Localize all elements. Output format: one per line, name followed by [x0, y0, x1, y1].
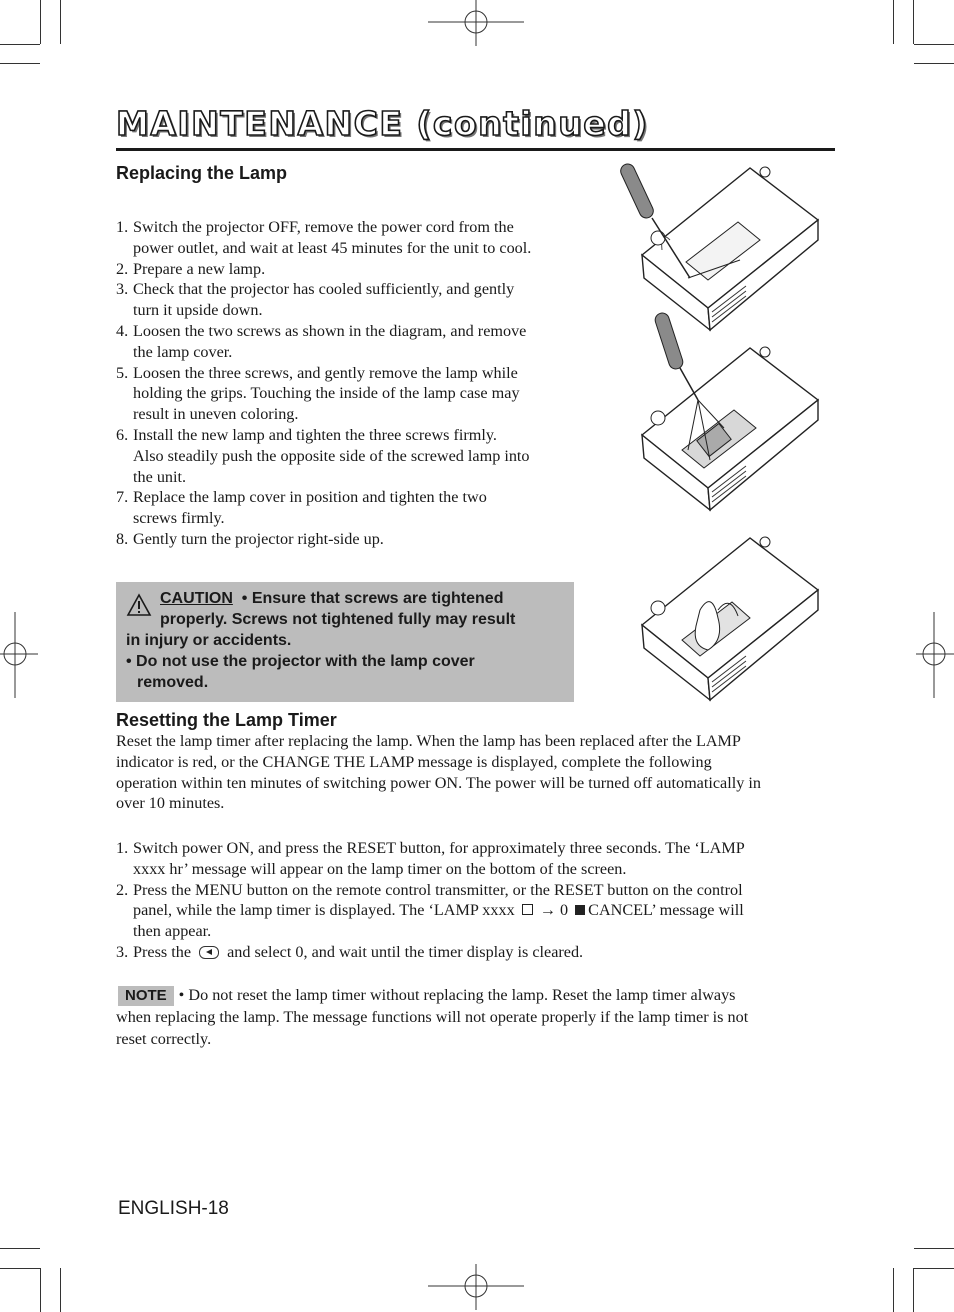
replacing-lamp-heading: Replacing the Lamp [116, 163, 288, 183]
open-square-icon [522, 904, 533, 915]
resetting-intro: Reset the lamp timer after replacing the lamp. When the lamp has been replaced after the LAMP indicator is red, or the CHANGE THE LAMP message is displayed, complete the following operation within ten minutes of switching power ON. The power will be turned off automatically in over 10 minutes. [116, 732, 761, 813]
list-item: 3. Check that the projector has cooled sufficiently, and gently turn it upside down. [116, 280, 515, 320]
resetting-timer-heading: Resetting the Lamp Timer [116, 710, 337, 730]
list-item: 8. Gently turn the projector right-side up. [116, 529, 384, 548]
projector-illustration-lamp-screws [600, 310, 830, 520]
resetting-steps-list [116, 838, 846, 963]
caution-box [116, 582, 574, 702]
list-item: 4. Loosen the two screws as shown in the diagram, and remove the lamp cover. [116, 321, 527, 361]
caution-label: CAUTION [160, 590, 233, 607]
replacing-steps-list [116, 217, 596, 550]
list-item: 1. Switch the projector OFF, remove the power cord from the power outlet, and wait at least 45 minutes for the unit to cool. [116, 218, 532, 257]
list-item: 6. Install the new lamp and tighten the three screws firmly. Also steadily push the opposite side of the screwed lamp into the unit. [116, 425, 530, 486]
list-item: 5. Loosen the three screws, and gently remove the lamp while holding the grips. Touching the inside of the lamp case may result in uneven coloring. [116, 363, 520, 424]
page-title: MAINTENANCE (continued) [116, 104, 649, 143]
list-item: 2. Press the MENU button on the remote control transmitter, or the RESET button on the control panel, while the lamp timer is displayed. The ‘LAMP xxxx → 0 CANCEL’ message will then appear. [116, 880, 744, 941]
registration-mark-right [914, 606, 954, 706]
filled-square-icon [575, 905, 585, 915]
title-rule [116, 148, 835, 151]
note-label: NOTE [118, 986, 174, 1006]
registration-mark-top [428, 0, 528, 48]
projector-illustration-lamp-removed [600, 530, 830, 710]
registration-mark-left [0, 606, 40, 706]
list-item: 7. Replace the lamp cover in position and tighten the two screws firmly. [116, 488, 487, 528]
list-item: 1. Switch power ON, and press the RESET button, for approximately three seconds. The ‘LAMP xxxx hr’ message will appear on the lamp timer on the bottom of the screen. [116, 839, 745, 878]
caution-text: CAUTION • Ensure that screws are tightened properly. Screws not tightened fully may result in injury or accidents. • Do not use the projector with the lamp cover removed. [126, 590, 516, 691]
left-arrow-key-icon [199, 946, 219, 959]
registration-mark-bottom [428, 1264, 528, 1312]
list-item: 3. Press the and select 0, and wait until the timer display is cleared. [116, 942, 584, 961]
list-item: 2. Prepare a new lamp. [116, 259, 266, 278]
note-block: NOTE • Do not reset the lamp timer without replacing the lamp. Reset the lamp timer always when replacing the lamp. The message functions will not operate properly if the lamp timer is not reset correctly. [116, 986, 749, 1048]
page-number: ENGLISH-18 [118, 1198, 229, 1219]
